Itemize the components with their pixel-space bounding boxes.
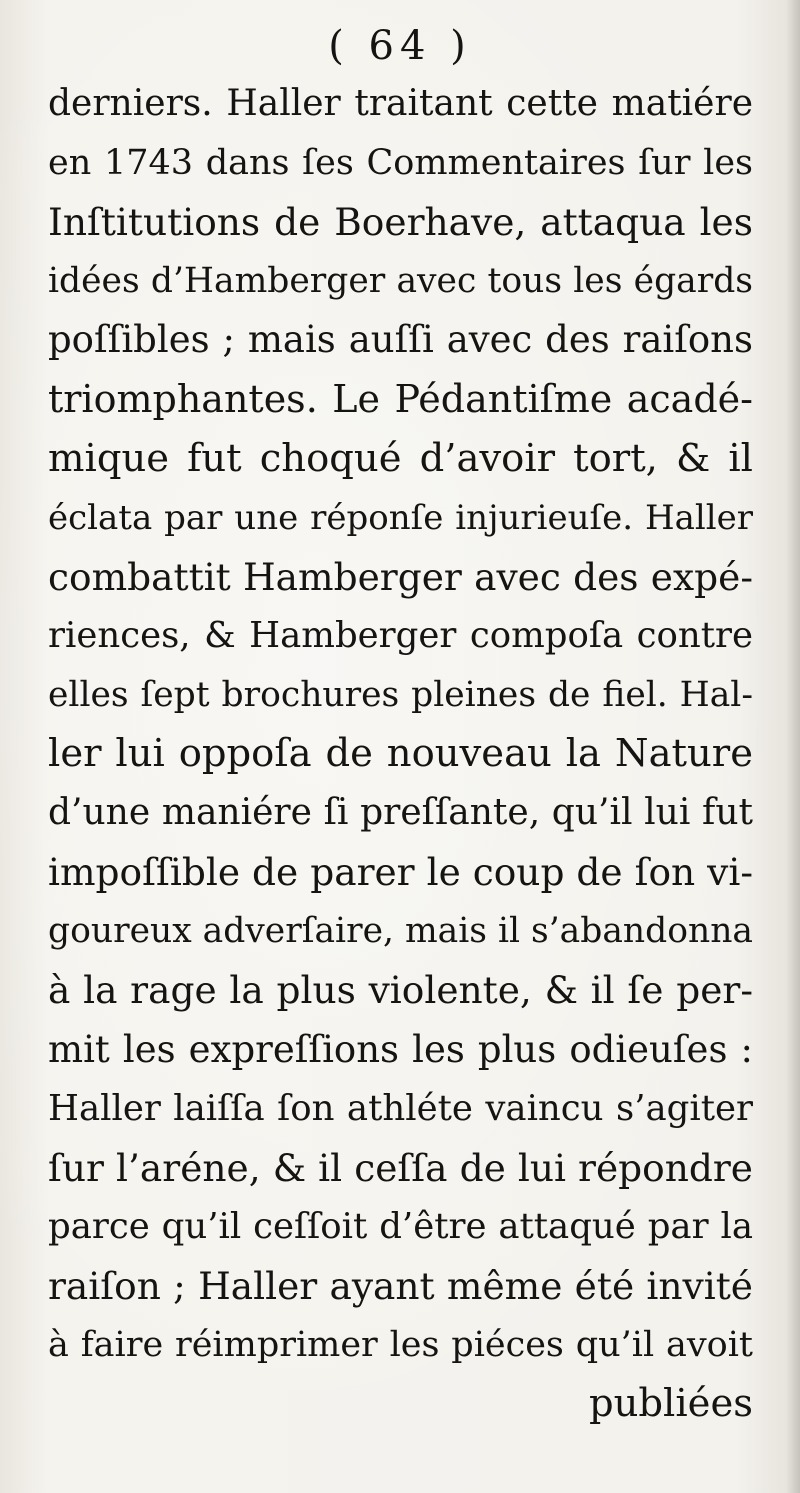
text-line: à la rage la plus violente, & il ſe per- [48,968,753,1013]
text-line: Inſtitutions de Boerhave, attaqua les [48,200,753,245]
text-line: parce qu’il ceſſoit d’être attaqué par la [48,1205,753,1247]
text-line: idées d’Hamberger avec tous les égards [48,261,753,302]
text-line: éclata par une réponſe injurieuſe. Haller [48,497,753,538]
page-number: ( 64 ) [328,23,472,69]
text-line: triomphantes. Le Pédantiſme acadé- [48,377,753,422]
text-line: combattit Hamberger avec des expé- [48,554,753,599]
text-line: impoſſible de parer le coup de ſon vi- [48,850,753,895]
text-line: en 1743 dans ſes Commentaires ſur les [48,143,753,184]
text-line: Haller laiſſa ſon athléte vaincu s’agiter [48,1087,753,1129]
text-line: ſur l’aréne, & il ceſſa de lui répondre [48,1145,753,1190]
text-line: à faire réimprimer les piéces qu’il avoit [48,1324,753,1365]
text-line: derniers. Haller traitant cette matiére [48,83,753,124]
body-text [48,78,753,1437]
text-line: elles ſept brochures pleines de fiel. Hal- [48,674,753,715]
catchword: publiées [588,1381,753,1427]
text-line: mique fut choqué d’avoir tort, & il [48,435,753,481]
text-line: mit les expreſſions les plus odieuſes : [48,1027,753,1071]
text-line: goureux adverſaire, mais il s’abandonna [48,911,753,952]
text-line: poſſibles ; mais auſſi avec des raiſons [48,318,753,362]
text-line: raiſon ; Haller ayant même été invité [48,1263,753,1308]
page-edge-shadow [786,0,800,1493]
text-line: d’une maniére ſi preſſante, qu’il lui fut [48,792,753,834]
text-line: ler lui oppoſa de nouveau la Nature [48,731,753,777]
text-line: riences, & Hamberger compoſa contre [48,614,753,656]
